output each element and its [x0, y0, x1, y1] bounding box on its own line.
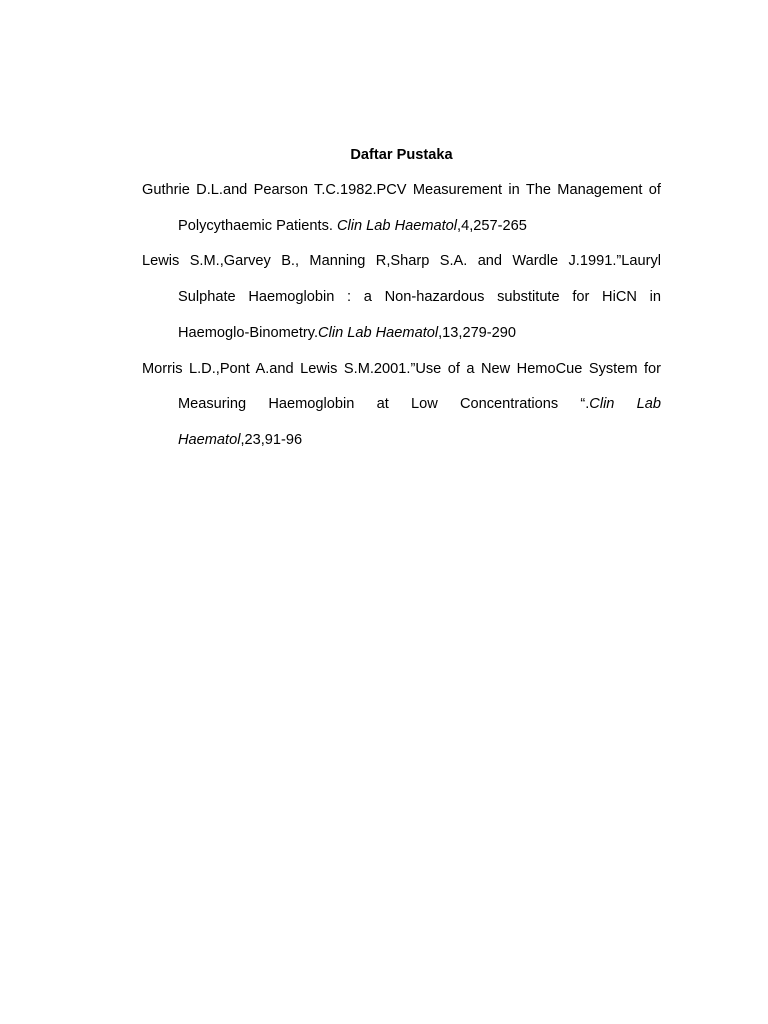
reference-journal: Clin Lab Haematol	[336, 217, 458, 234]
reference-article: ”Use of a New HemoCue System for Measuring Haemoglobin at Low Concentrations “.	[178, 360, 661, 413]
reference-details: ,4,257-265	[457, 217, 527, 234]
reference-item	[142, 352, 661, 459]
reference-authors-year: Morris L.D.,Pont A.and Lewis S.M.2001.	[142, 360, 411, 377]
page-title: Daftar Pustaka	[350, 147, 453, 163]
reference-article: PCV Measurement in The Management of Polycythaemic Patients.	[178, 182, 661, 234]
reference-authors-year: Lewis S.M.,Garvey B., Manning R,Sharp S.A. and Wardle J.1991.	[142, 253, 617, 270]
reference-details: ,23,91-96	[240, 431, 303, 448]
reference-journal: Clin Lab Haematol	[318, 324, 439, 341]
reference-item	[142, 244, 661, 351]
reference-details: ,13,279-290	[438, 324, 517, 341]
reference-authors-year: Guthrie D.L.and Pearson T.C.1982.	[142, 182, 377, 198]
reference-item	[142, 173, 661, 244]
reference-journal: Clin Lab Haematol	[178, 396, 661, 448]
reference-article: ”Lauryl Sulphate Haemoglobin : a Non-hazardous substitute for HiCN in Haemoglo-Binometry.	[178, 253, 661, 341]
bibliography	[142, 137, 661, 459]
